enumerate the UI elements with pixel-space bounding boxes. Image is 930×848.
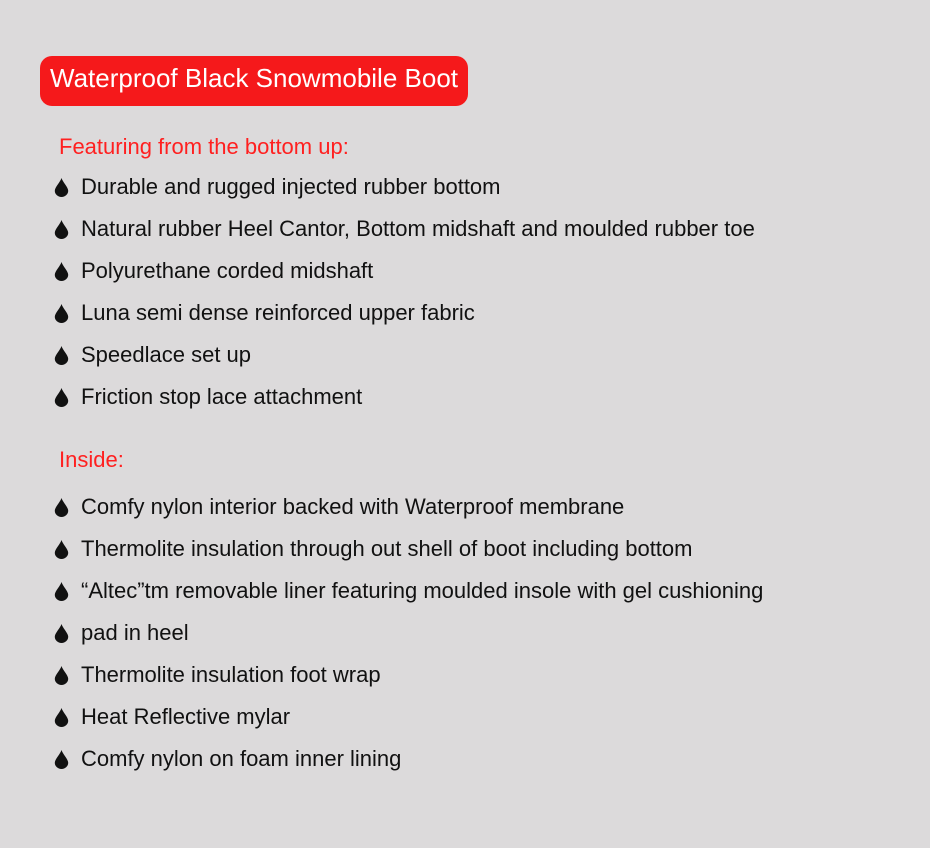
section-heading-inside: Inside: [59,447,124,472]
water-drop-icon [54,178,69,197]
water-drop-icon [54,540,69,559]
water-drop-icon [54,388,69,407]
page-title: Waterproof Black Snowmobile Boot [50,63,459,93]
list-item-text: “Altec”tm removable liner featuring moulded insole with gel cushioning [81,578,764,603]
list-item-text: Comfy nylon interior backed with Waterproof membrane [81,494,625,519]
list-item-text: Thermolite insulation foot wrap [81,662,381,687]
list-item-text: Comfy nylon on foam inner lining [81,746,402,771]
list-item [54,738,763,780]
list-item [54,166,755,208]
list-item [54,292,755,334]
water-drop-icon [54,708,69,727]
water-drop-icon [54,750,69,769]
list-item-text: Heat Reflective mylar [81,704,291,729]
list-item [54,334,755,376]
title-badge [40,56,468,106]
list-item-text: Friction stop lace attachment [81,384,363,409]
water-drop-icon [54,666,69,685]
water-drop-icon [54,304,69,323]
list-item [54,612,763,654]
inside-list [54,486,763,780]
section-heading-featuring: Featuring from the bottom up: [59,134,349,159]
list-item [54,376,755,418]
list-item [54,208,755,250]
list-item-text: Polyurethane corded midshaft [81,258,374,283]
list-item-text: Natural rubber Heel Cantor, Bottom midshaft and moulded rubber toe [81,216,755,241]
list-item [54,570,763,612]
water-drop-icon [54,498,69,517]
water-drop-icon [54,346,69,365]
feature-list [54,166,755,418]
water-drop-icon [54,262,69,281]
list-item [54,654,763,696]
list-item [54,696,763,738]
water-drop-icon [54,582,69,601]
list-item [54,486,763,528]
list-item [54,528,763,570]
water-drop-icon [54,220,69,239]
water-drop-icon [54,624,69,643]
list-item-text: Speedlace set up [81,342,252,367]
list-item-text: pad in heel [81,620,189,645]
list-item [54,250,755,292]
list-item-text: Thermolite insulation through out shell of boot including bottom [81,536,693,561]
list-item-text: Durable and rugged injected rubber bottom [81,174,501,199]
list-item-text: Luna semi dense reinforced upper fabric [81,300,475,325]
